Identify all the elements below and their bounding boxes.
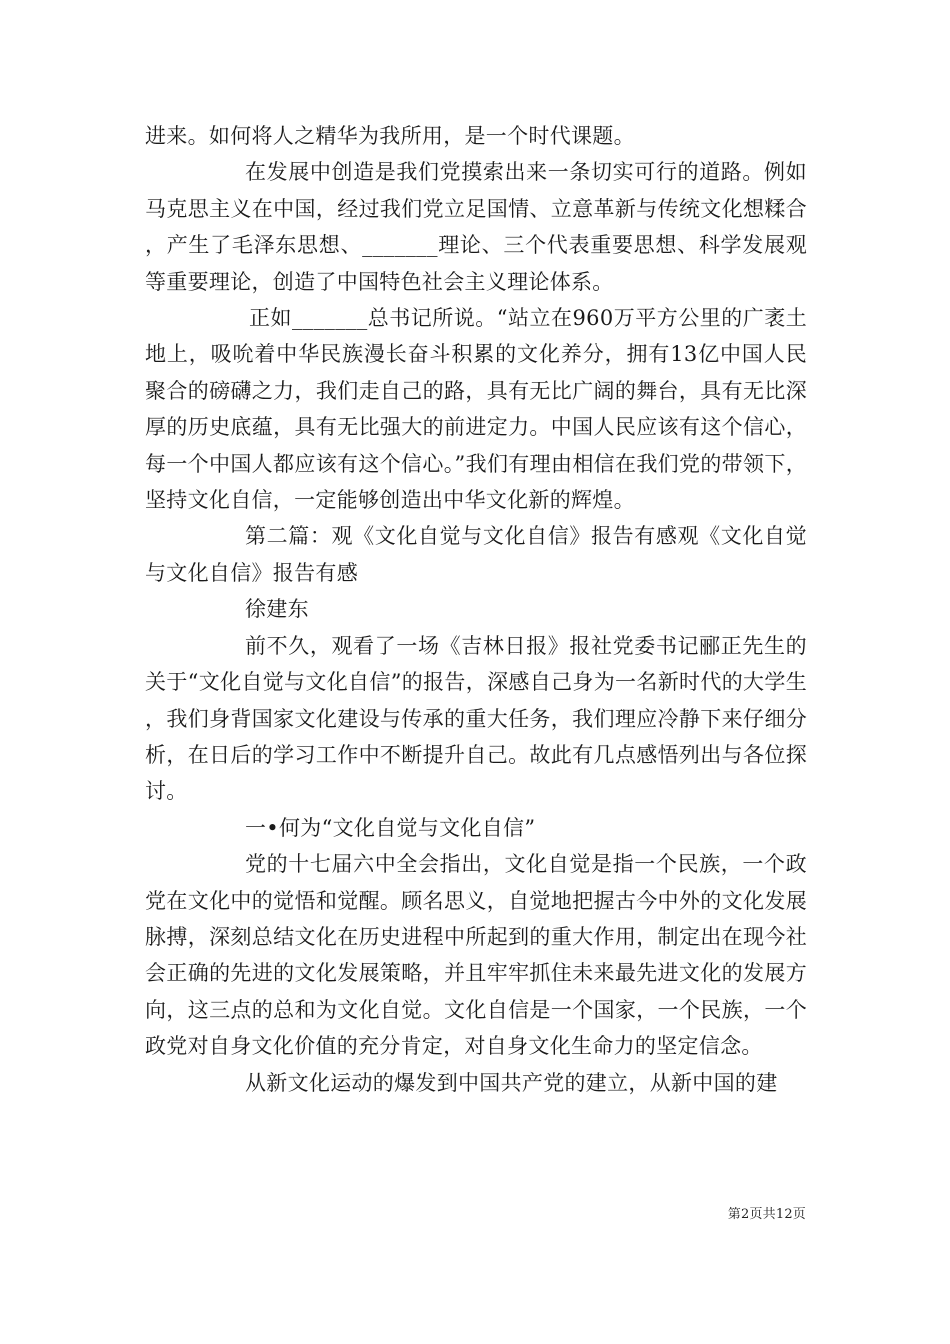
paragraph-quote: 正如_______总书记所说。“站立在960万平方公里的广袤土地上，吸吮着中华民族漫长奋斗积累的文化养分，拥有13亿中国人民聚合的磅礴之力，我们走自己的路，具有无比广阔的舞台，具有无比深厚的历史底蕴，具有无比强大的前进定力。中国人民应该有这个信心，每一个中国人都应该有这个信心。”我们有理由相信在我们党的带领下，坚持文化自信，一定能够创造出中华文化新的辉煌。 bbox=[145, 306, 807, 513]
document-body bbox=[145, 118, 807, 1101]
paragraph-definition: 党的十七届六中全会指出，文化自觉是指一个民族，一个政党在文化中的觉悟和觉醒。顾名思义，自觉地把握古今中外的文化发展脉搏，深刻总结文化在历史进程中所起到的重大作用，制定出在现今社会正确的先进的文化发展策略，并且牢牢抓住未来最先进文化的发展方向，这三点的总和为文化自觉。文化自信是一个国家，一个民族，一个政党对自身文化价值的充分肯定，对自身文化生命力的坚定信念。 bbox=[145, 852, 807, 1059]
section-heading-second-article: 第二篇：观《文化自觉与文化自信》报告有感观《文化自觉与文化自信》报告有感 bbox=[145, 524, 807, 585]
paragraph-history: 从新文化运动的爆发到中国共产党的建立，从新中国的建 bbox=[245, 1070, 778, 1095]
paragraph-development: 在发展中创造是我们党摸索出来一条切实可行的道路。例如马克思主义在中国，经过我们党立足国情、立意革新与传统文化想糅合，产生了毛泽东思想、_______理论、三个代表重要思想、科学发展观等重要理论，创造了中国特色社会主义理论体系。 bbox=[145, 160, 807, 294]
paragraph-intro: 前不久，观看了一场《吉林日报》报社党委书记郦正先生的关于“文化自觉与文化自信”的报告，深感自己身为一名新时代的大学生，我们身背国家文化建设与传承的重大任务，我们理应冷静下来仔细分析，在日后的学习工作中不断提升自己。故此有几点感悟列出与各位探讨。 bbox=[145, 633, 807, 804]
subheading-definition: 一•何为“文化自觉与文化自信” bbox=[245, 815, 536, 840]
paragraph-continuation: 进来。如何将人之精华为我所用，是一个时代课题。 bbox=[145, 124, 635, 148]
author-name: 徐建东 bbox=[245, 597, 309, 622]
page-number: 第2页共12页 bbox=[727, 1207, 806, 1222]
